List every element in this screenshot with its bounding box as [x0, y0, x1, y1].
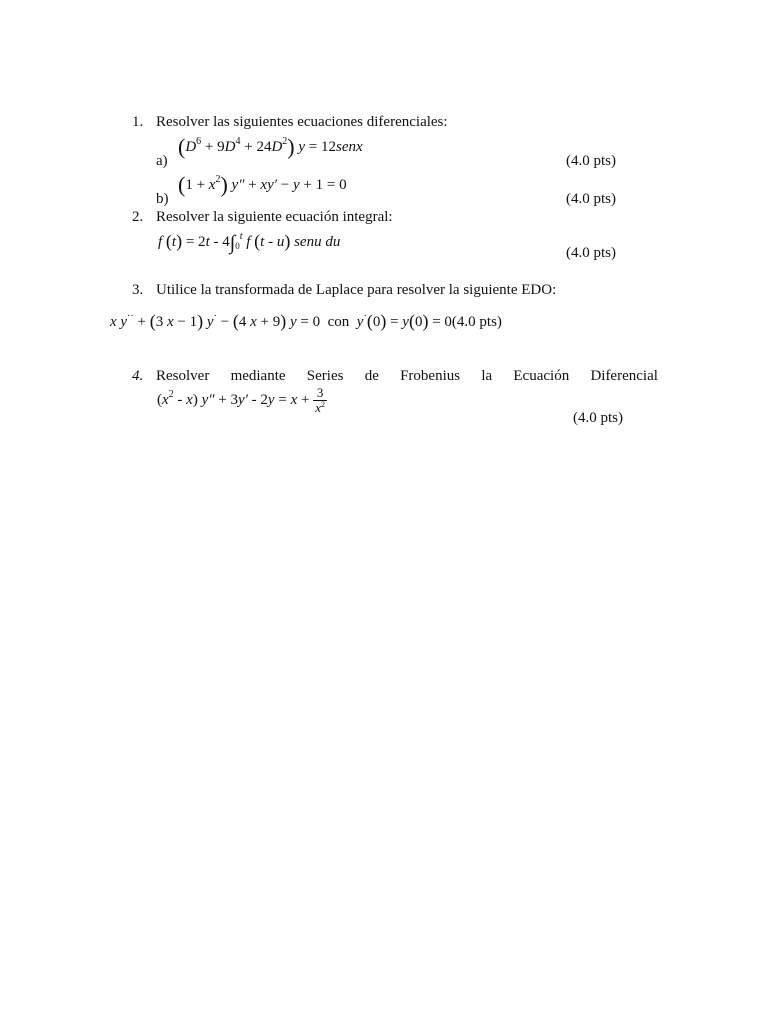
q4-number: 4.: [132, 368, 144, 384]
q2-text: Resolver la siguiente ecuación integral:: [156, 209, 393, 225]
q3-number: 3.: [132, 282, 144, 298]
q4-points: (4.0 pts): [573, 410, 623, 426]
q3-points: (4.0 pts): [451, 314, 502, 330]
q1a-equation: $(D^6 + 9D^4 + 24D^2) y$ = 12senx: [178, 134, 363, 159]
q1a-points: (4.0 pts): [566, 153, 616, 169]
q4-word: Series: [306, 368, 344, 384]
q4-text: [156, 368, 658, 385]
q4-word: Ecuación: [513, 368, 570, 384]
q4-word: Frobenius: [400, 368, 461, 384]
q1b-points: (4.0 pts): [566, 191, 616, 207]
q1-text: Resolver las siguientes ecuaciones diferenciales:: [156, 114, 448, 130]
q1b-equation: $(1 + x^2)$ y″ + xy′ − y + 1 = 0: [178, 172, 347, 197]
q2-equation: f $(t) = 2t - 4\int_0^t$ f (t - u) senu du: [158, 231, 341, 254]
q4-word: Diferencial: [590, 368, 658, 384]
q4-word: la: [481, 368, 493, 384]
q3-text: Utilice la transformada de Laplace para resolver la siguiente EDO:: [156, 282, 557, 298]
q1a-label: a): [156, 153, 168, 169]
q1-number: 1.: [132, 114, 144, 130]
q3-equation: x y·· + (3 x − 1) y· − (4 x + 9) y = 0 con y·(0) = y(0) = 0(4.0 pts): [110, 311, 502, 331]
q3-con: con: [327, 314, 350, 330]
q4-word: Resolver: [156, 368, 210, 384]
q2-points: (4.0 pts): [566, 245, 616, 261]
q4-word: de: [364, 368, 379, 384]
q4-word: mediante: [230, 368, 286, 384]
q1b-label: b): [156, 191, 169, 207]
q4-equation: $(x^2 - x) y'' + 3y' - 2y = x$ + $\frac{3}{x^2}$: [157, 385, 325, 415]
q2-number: 2.: [132, 209, 144, 225]
